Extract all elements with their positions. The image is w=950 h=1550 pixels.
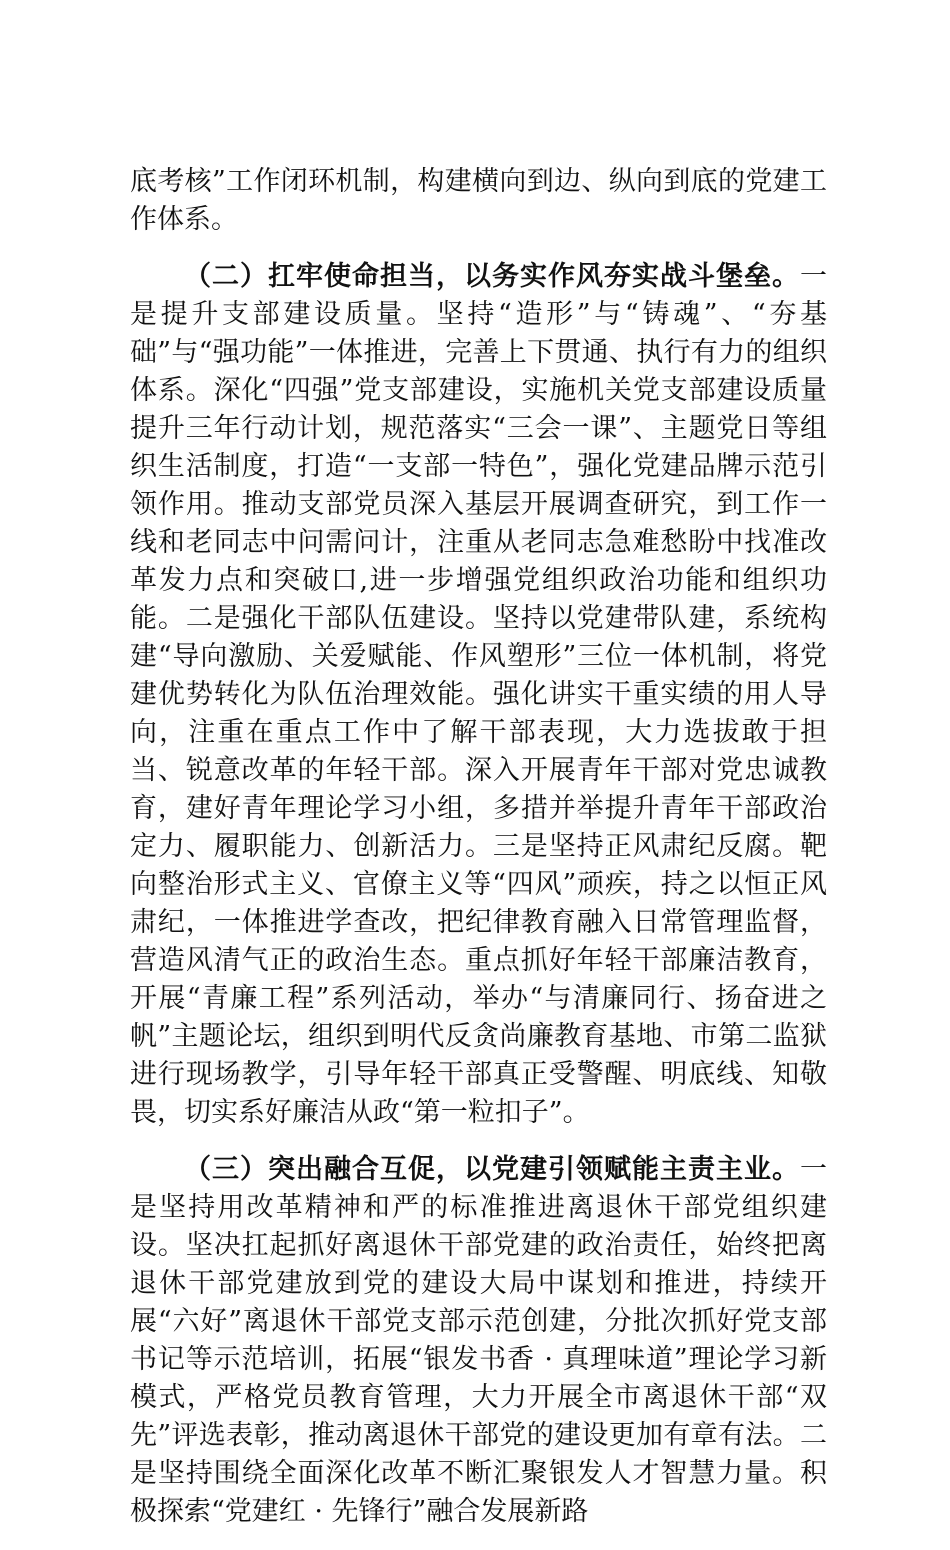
document-body xyxy=(130,163,827,1550)
paragraph-section-2 xyxy=(130,258,827,1132)
paragraph-text: 一是坚持用改革精神和严的标准推进离退休干部党组织建设。坚决扛起抓好离退休干部党建的政治责任，始终把离退休干部党建放到党的建设大局中谋划和推进，持续开展“六好”离退休干部党支部示范创建，分批次抓好党支部书记等示范培训，拓展“银发书香 · 真理味道”理论学习新模式，严格党员教育管理，大力开展全市离退休干部“双先”评选表彰，推动离退休干部党的建设更加有章有法。二是坚持围绕全面深化改革不断汇聚银发人才智慧力量。积极探索“党建红 · 先锋行”融合发展新路 xyxy=(130,1154,827,1527)
section-heading-2: （二）扛牢使命担当，以务实作风夯实战斗堡垒。 xyxy=(184,261,800,292)
paragraph-text: 一是提升支部建设质量。坚持“造形”与“铸魂”、“夯基础”与“强功能”一体推进，完善上下贯通、执行有力的组织体系。深化“四强”党支部建设，实施机关党支部建设质量提升三年行动计划，规范落实“三会一课”、主题党日等组织生活制度，打造“一支部一特色”，强化党建品牌示范引领作用。推动支部党员深入基层开展调查研究，到工作一线和老同志中问需问计，注重从老同志急难愁盼中找准改革发力点和突破口,进一步增强党组织政治功能和组织功能。二是强化干部队伍建设。坚持以党建带队建，系统构建“导向激励、关爱赋能、作风塑形”三位一体机制，将党建优势转化为队伍治理效能。强化讲实干重实绩的用人导向，注重在重点工作中了解干部表现，大力选拔敢于担当、锐意改革的年轻干部。深入开展青年干部对党忠诚教育，建好青年理论学习小组，多措并举提升青年干部政治定力、履职能力、创新活力。三是坚持正风肃纪反腐。靶向整治形式主义、官僚主义等“四风”顽疾，持之以恒正风肃纪，一体推进学查改，把纪律教育融入日常管理监督，营造风清气正的政治生态。重点抓好年轻干部廉洁教育，开展“青廉工程”系列活动，举办“与清廉同行、扬奋进之帆”主题论坛，组织到明代反贪尚廉教育基地、市第二监狱进行现场教学，引导年轻干部真正受警醒、明底线、知敬畏，切实系好廉洁从政“第一粒扣子”。 xyxy=(130,261,827,1128)
section-heading-3: （三）突出融合互促，以党建引领赋能主责主业。 xyxy=(184,1154,800,1185)
paragraph-continuation xyxy=(130,163,827,239)
paragraph-section-3 xyxy=(130,1151,827,1531)
paragraph-text: 底考核”工作闭环机制，构建横向到边、纵向到底的党建工作体系。 xyxy=(130,166,827,235)
